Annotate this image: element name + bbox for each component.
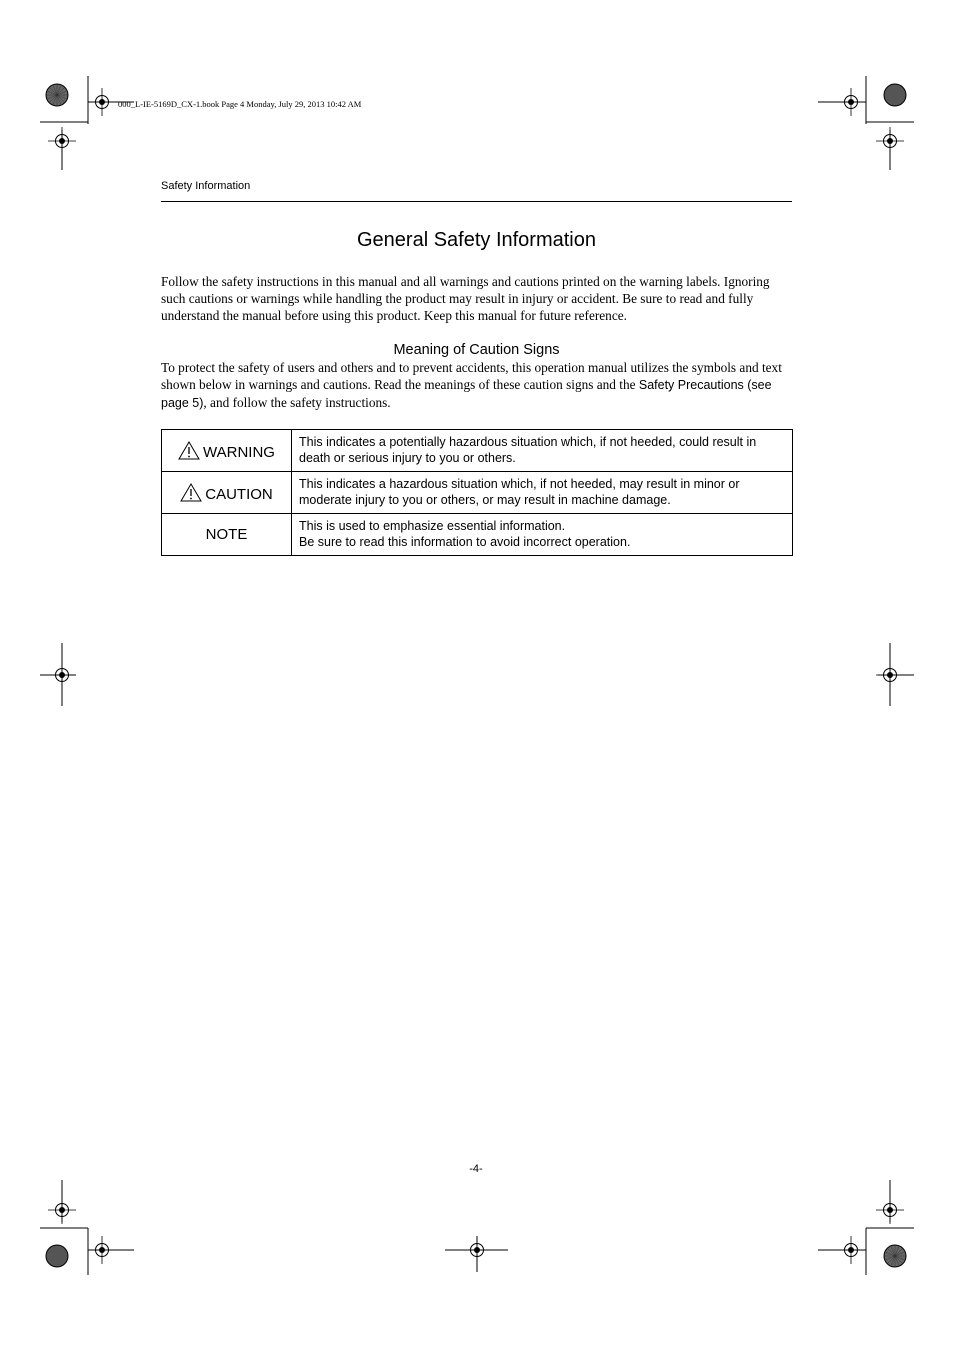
sign-label-cell (162, 514, 292, 556)
warning-triangle-icon (178, 441, 200, 460)
running-head: Safety Information (161, 180, 251, 192)
intro-paragraph: Follow the safety instructions in this manual and all warnings and cautions printed on the warning labels. Ignoring such cautions or warnings while handling the product may result in injury or accident. Be sure to read and fully understand the manual before using this product. Keep this manual for future reference. (161, 274, 770, 323)
sign-description-line: This is used to emphasize essential information. (299, 519, 566, 533)
sign-description (292, 514, 793, 556)
section-heading: Meaning of Caution Signs (393, 342, 560, 358)
sign-label-cell (162, 430, 292, 472)
page-title: General Safety Information (356, 229, 596, 251)
warning-triangle-icon (180, 483, 202, 502)
caution-text-after: , and follow the safety instructions. (203, 395, 391, 410)
sign-row-warning (162, 430, 793, 472)
sign-label: WARNING (203, 443, 275, 461)
sign-description: This indicates a potentially hazardous situation which, if not heeded, could result in death or serious injury to you or others. (292, 430, 793, 472)
caution-text-before: To protect the safety of users and others and to prevent accidents, this operation manual utilizes the symbols and text shown below in warnings and cautions. Read the meanings of these caution signs and the (161, 360, 782, 392)
caution-signs-table (161, 429, 793, 556)
sign-row-caution (162, 472, 793, 514)
book-file-info: 000_L-IE-5169D_CX-1.book Page 4 Monday, July 29, 2013 10:42 AM (118, 99, 362, 109)
sign-label-cell (162, 472, 292, 514)
header-rule (161, 201, 792, 202)
sign-description: This indicates a hazardous situation which, if not heeded, may result in minor or moderate injury to you or others, or may result in machine damage. (292, 472, 793, 514)
page-number: -4- (469, 1163, 483, 1175)
sign-label: CAUTION (205, 485, 273, 503)
sign-description-line: Be sure to read this information to avoid incorrect operation. (299, 535, 631, 549)
safety-precautions-link[interactable]: Safety Precautions (638, 378, 744, 392)
caution-signs-paragraph (161, 359, 792, 412)
sign-row-note (162, 514, 793, 556)
page-reference: (see page 5) (161, 378, 772, 410)
sign-label: NOTE (205, 526, 248, 543)
